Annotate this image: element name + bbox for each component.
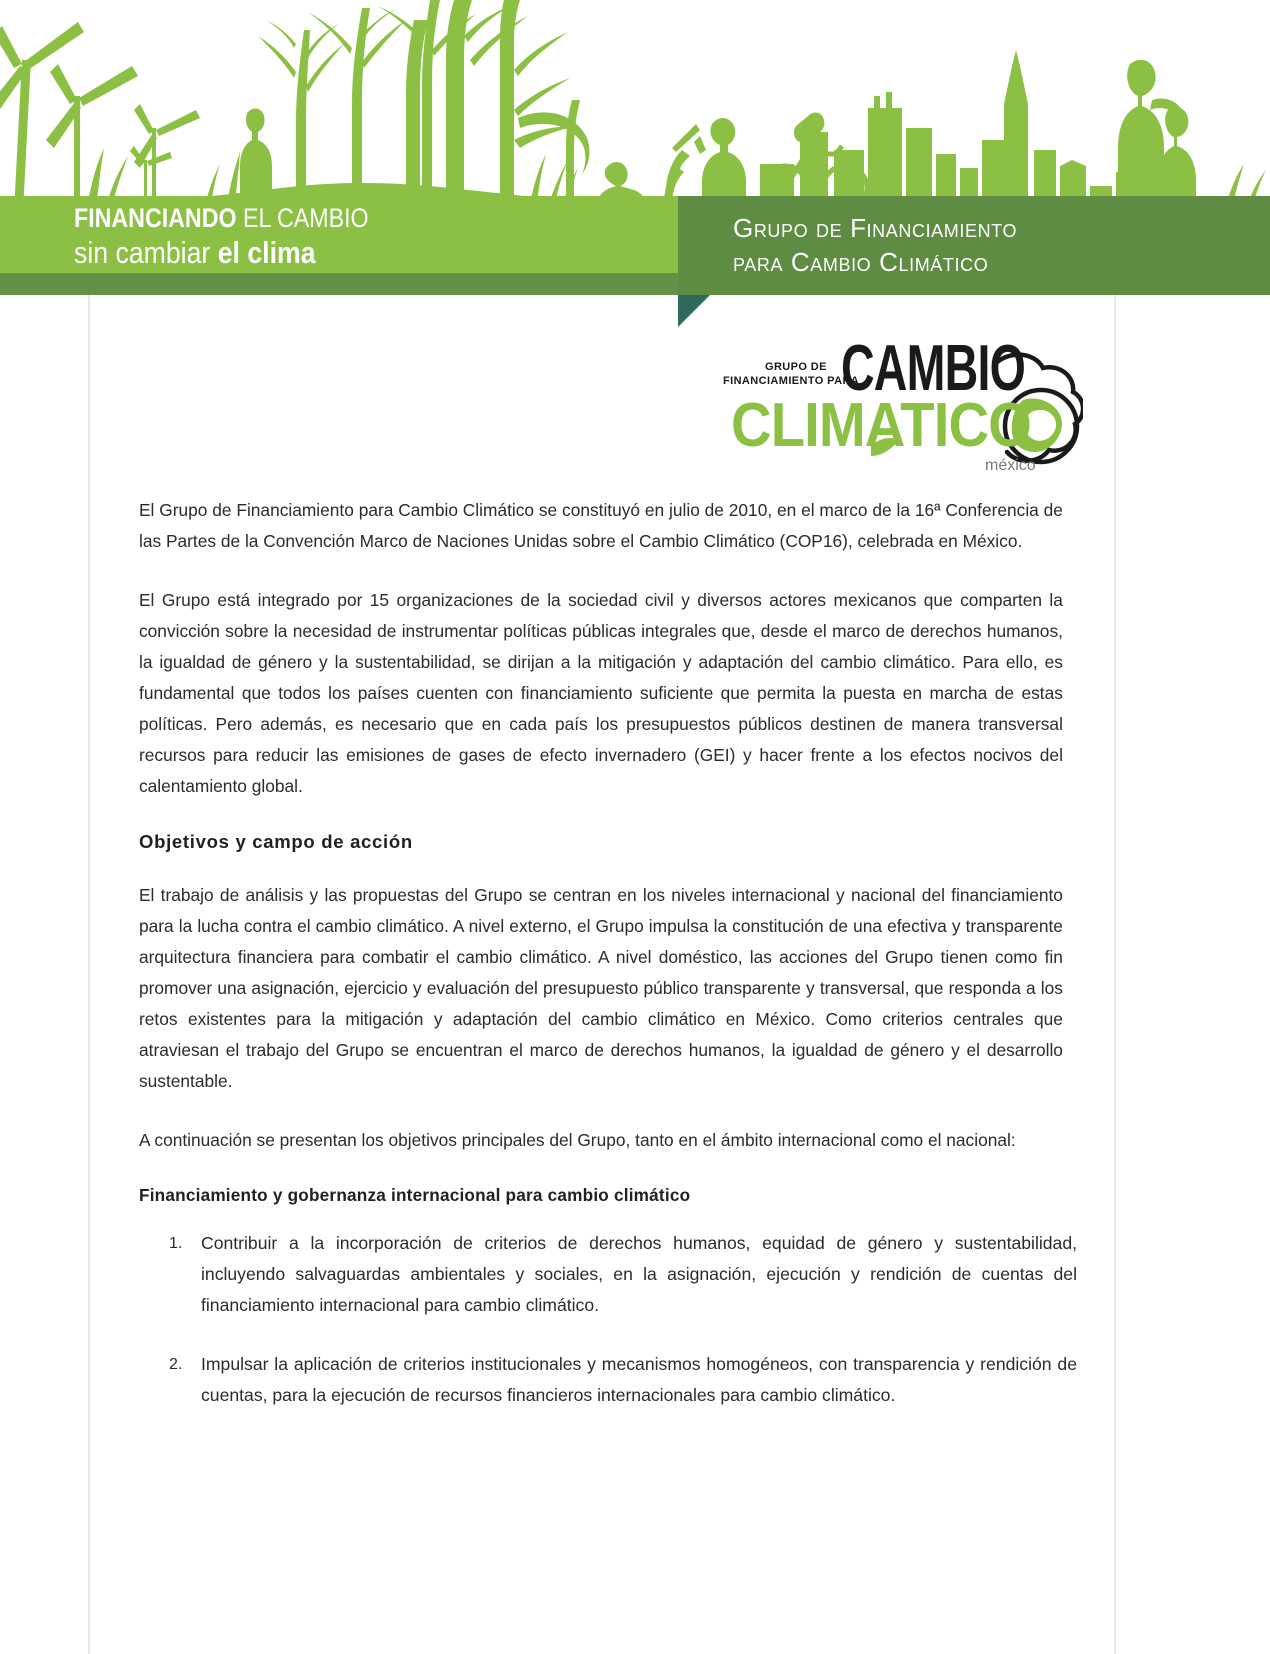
tagline-line2-bold: el clima [217, 235, 316, 270]
tagline-line1-bold: FINANCIANDO [74, 203, 237, 233]
paragraph-continuacion: A continuación se presentan los objetivos principales del Grupo, tanto en el ámbito internacional como el nacional: [139, 1130, 1016, 1151]
paragraph-integrantes: El Grupo está integrado por 15 organizaciones de la sociedad civil y diversos actores mexicanos que comparten la convicción sobre la necesidad de instrumentar políticas públicas integrales que, desde el marco de derechos humanos, la igualdad de género y la sustentabilidad, se dirijan a la mitigación y adaptación del cambio climático. Para ello, es fundamental que todos los países cuenten con financiamiento suficiente que permita la puesta en marcha de estas políticas. Pero además, es necesario que en cada país los presupuestos públicos destinen de manera transversal recursos para reducir las emisiones de gases de efecto invernadero (GEI) y hacer frente a los efectos nocivos del calentamiento global. [139, 590, 1063, 796]
list-item: Impulsar la aplicación de criterios institucionales y mecanismos homogéneos, con transparencia y rendición de cuentas, para la ejecución de recursos financieros internacionales para cambio climático. [201, 1354, 1077, 1406]
page-header [0, 0, 1270, 300]
subheading-financiamiento: Financiamiento y gobernanza internacional para cambio climático [139, 1185, 691, 1206]
org-banner-line2: para Cambio Climático [733, 247, 989, 278]
logo-cambio-climatico [723, 322, 1083, 472]
logo-country: méxico [985, 457, 1036, 472]
objectives-list [139, 1228, 1077, 1411]
logo-kicker-line1: GRUPO DE [765, 361, 827, 373]
tagline-line1-rest: EL CAMBIO [236, 203, 369, 233]
logo-word-climatico: CLIMATICO [731, 391, 1031, 460]
org-banner-title [733, 211, 1017, 280]
document-body [139, 495, 1077, 1411]
paragraph-trabajo: El trabajo de análisis y las propuestas del Grupo se centran en los niveles internacional y nacional del financiamiento para la lucha contra el cambio climático. A nivel externo, el Grupo impulsa la constitución de una efectiva y transparente arquitectura financiera para combatir el cambio climático. A nivel doméstico, las acciones del Grupo tienen como fin promover una asignación, ejercicio y evaluación del presupuesto público transparente y transversal, que responda a los retos existentes para la mitigación y adaptación del cambio climático en México. Como criterios centrales que atraviesan el trabajo del Grupo se encuentran el marco de derechos humanos, la igualdad de género y el desarrollo sustentable. [139, 885, 1063, 1092]
right-margin-rule [1114, 295, 1116, 1654]
org-banner-line1: Grupo de Financiamiento [733, 213, 1018, 243]
paragraph-intro: El Grupo de Financiamiento para Cambio Climático se constituyó en julio de 2010, en el marco de la 16ª Conferencia de las Partes de la Convención Marco de Naciones Unidas sobre el Cambio Climático (COP16), celebrada en México. [139, 500, 1063, 551]
logo-kicker-line2: FINANCIAMIENTO PARA [723, 375, 860, 387]
header-illustration [0, 0, 1270, 212]
tagline [74, 205, 417, 268]
left-margin-rule [88, 295, 90, 1654]
banner-corner-fold [678, 295, 710, 327]
list-item: Contribuir a la incorporación de criterios de derechos humanos, equidad de género y sustentabilidad, incluyendo salvaguardas ambientales y sociales, en la asignación, ejecución y rendición de cuentas del financiamiento internacional para cambio climático. [201, 1233, 1077, 1316]
tagline-line2-light: sin cambiar [74, 235, 218, 270]
logo-word-cambio: CAMBIO [841, 332, 1025, 405]
heading-objetivos: Objetivos y campo de acción [139, 831, 413, 852]
